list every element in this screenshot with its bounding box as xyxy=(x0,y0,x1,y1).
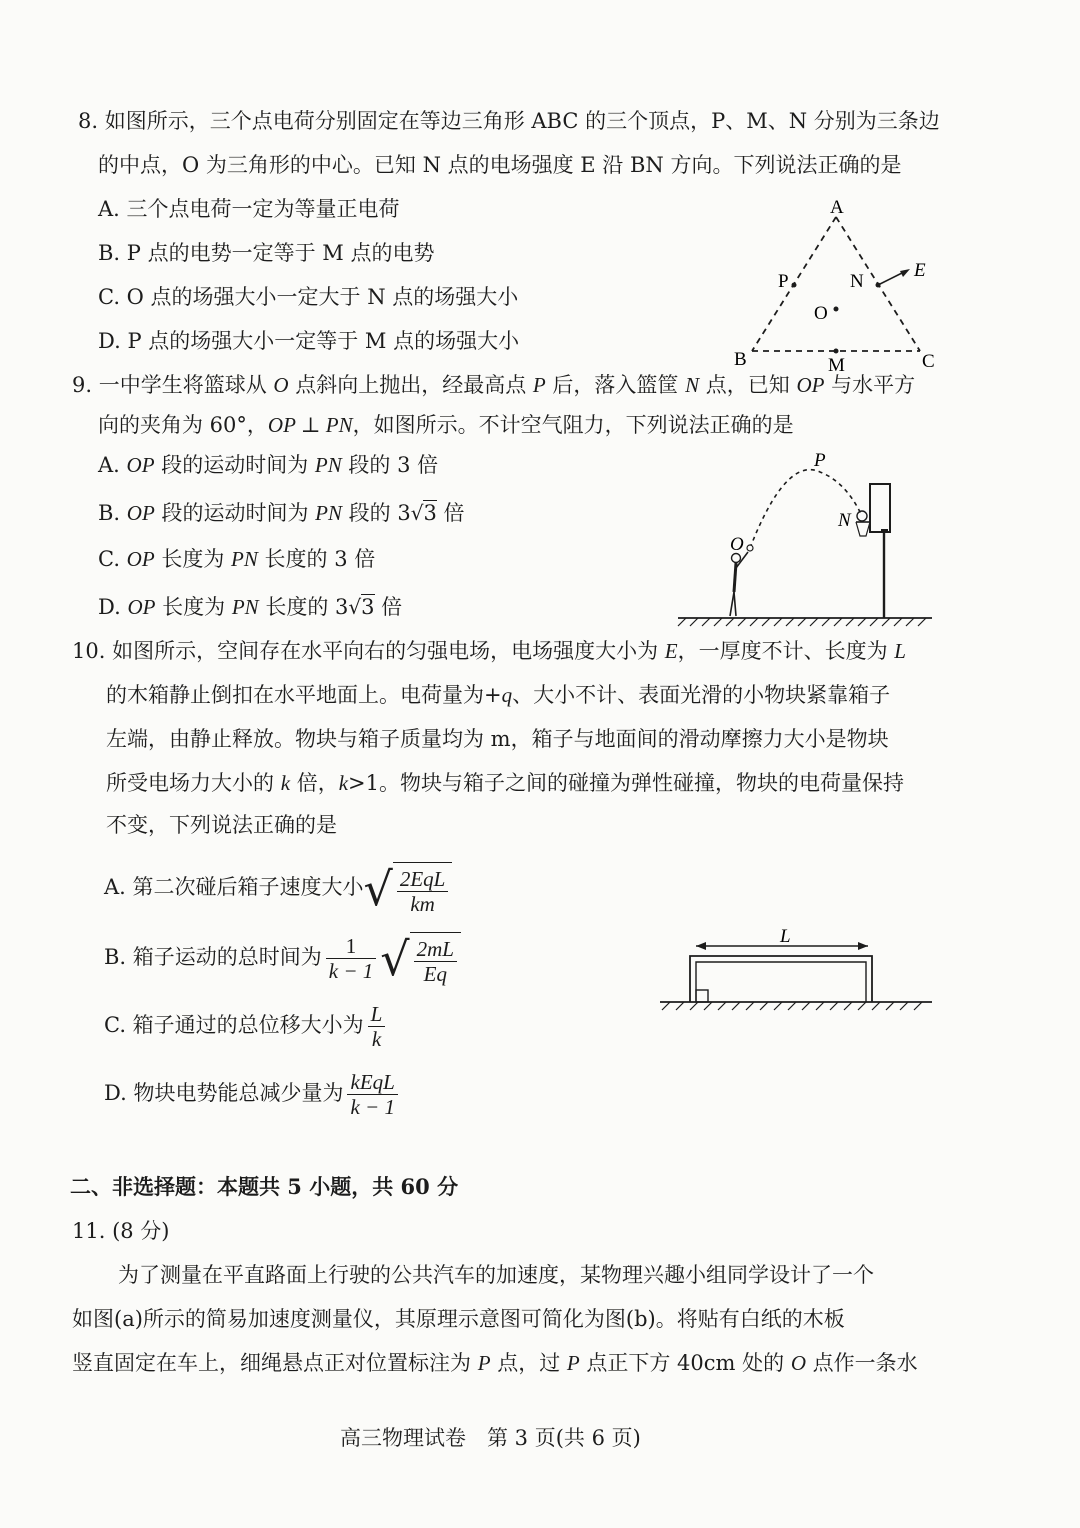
q9-label-n: N xyxy=(838,510,851,531)
q8-option-a: A. 三个点电荷一定为等量正电荷 xyxy=(98,197,400,221)
q8-label-m: M xyxy=(828,355,845,376)
q10-option-a: A. 第二次碰后箱子速度大小√ $\frac{\text{2EqL}}{km}$ xyxy=(104,860,452,917)
q11-line3: 竖直固定在车上，细绳悬点正对位置标注为 P 点，过 P 点正下方 40cm 处的 O 点作一条水 xyxy=(72,1351,918,1375)
page-footer: 高三物理试卷 第 3 页(共 6 页) xyxy=(340,1426,641,1450)
q9-basketball-figure xyxy=(676,446,938,626)
q10-box-figure xyxy=(656,926,936,1016)
q11-line2: 如图(a)所示的简易加速度测量仪，其原理示意图可简化为图(b)。将贴有白纸的木板 xyxy=(72,1307,845,1331)
q10-stem-line5: 不变，下列说法正确的是 xyxy=(106,813,337,837)
q8-label-n: N xyxy=(850,271,864,292)
section-2-heading: 二、非选择题：本题共 5 小题，共 60 分 xyxy=(70,1174,459,1199)
q8-option-d: D. P 点的场强大小一定等于 M 点的场强大小 xyxy=(98,329,520,353)
q10-option-d: D. 物块电势能总减少量为 $\frac{\text{kEqL}}{k - 1}$ xyxy=(104,1066,402,1120)
q8-label-c: C xyxy=(922,351,935,372)
q9-label-p: P xyxy=(814,450,826,471)
q9-option-d: D. OP 长度为 PN 长度的 3√3 倍 xyxy=(98,595,403,619)
q10-stem-line3: 左端，由静止释放。物块与箱子质量均为 m，箱子与地面间的滑动摩擦力大小是物块 xyxy=(106,727,889,751)
q10-stem-line1: 10. 如图所示，空间存在水平向右的匀强电场，电场强度大小为 E，一厚度不计、长度为 L xyxy=(72,639,906,663)
q10-option-c: C. 箱子通过的总位移大小为 $\frac{L}{k}$ xyxy=(104,998,389,1052)
q10-option-b: B. 箱子运动的总时间为 $\frac{1}{k - 1}$ √ $\frac{2mL}{Eq}$ xyxy=(104,930,461,987)
q8-stem-line1: 8. 如图所示，三个点电荷分别固定在等边三角形 ABC 的三个顶点，P、M、N 分别为三条边 xyxy=(78,109,940,133)
q8-label-p: P xyxy=(778,271,789,292)
q10-stem-line4: 所受电场力大小的 k 倍，k>1。物块与箱子之间的碰撞为弹性碰撞，物块的电荷量保持 xyxy=(106,771,904,795)
q8-label-b: B xyxy=(734,349,747,370)
q9-option-a: A. OP 段的运动时间为 PN 段的 3 倍 xyxy=(98,453,439,477)
q8-stem-line2: 的中点，O 为三角形的中心。已知 N 点的电场强度 E 沿 BN 方向。下列说法正确的是 xyxy=(98,153,902,177)
q9-option-b: B. OP 段的运动时间为 PN 段的 3√3 倍 xyxy=(98,501,465,525)
q8-label-a: A xyxy=(830,197,844,218)
q8-label-e: E xyxy=(914,260,926,281)
q11-line1: 为了测量在平直路面上行驶的公共汽车的加速度，某物理兴趣小组同学设计了一个 xyxy=(118,1263,874,1287)
q8-option-c: C. O 点的场强大小一定大于 N 点的场强大小 xyxy=(98,285,519,309)
q9-stem-line1: 9. 一中学生将篮球从 O 点斜向上抛出，经最高点 P 后，落入篮筐 N 点，已知 OP 与水平方 xyxy=(72,373,916,397)
q10-label-l: L xyxy=(780,926,791,947)
q8-label-o: O xyxy=(814,303,828,324)
q8-triangle-figure xyxy=(730,195,950,375)
q9-stem-line2: 向的夹角为 60°，OP ⊥ PN，如图所示。不计空气阻力，下列说法正确的是 xyxy=(98,413,794,437)
q8-option-b: B. P 点的电势一定等于 M 点的电势 xyxy=(98,241,435,265)
q11-heading: 11. (8 分) xyxy=(72,1219,170,1243)
q9-label-o: O xyxy=(730,534,744,555)
q10-stem-line2: 的木箱静止倒扣在水平地面上。电荷量为+q、大小不计、表面光滑的小物块紧靠箱子 xyxy=(106,683,891,707)
q9-option-c: C. OP 长度为 PN 长度的 3 倍 xyxy=(98,547,376,571)
